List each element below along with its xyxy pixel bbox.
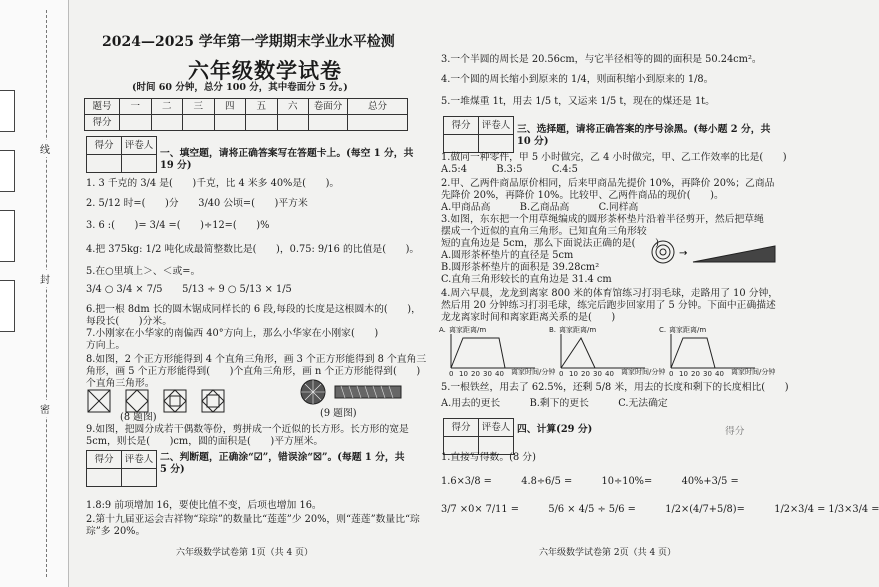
- choice-q3-option-a: A.圆形茶杯垫片的直径是 5cm: [441, 250, 574, 261]
- judge-q1: 1.8:9 前项增加 16，要使比值不变，后项也增加 16。: [86, 500, 322, 511]
- fill-q6-cont: 每段长( )分米。: [86, 316, 173, 327]
- calc-row-2: 3/7 ×0× 7/11 = 5/6 × 4/5 ÷ 5/6 = 1/2×(4/7+5/8)= 1/2×3/4 = 1/3×3/4 =: [441, 504, 879, 515]
- choice-q3-option-c: C.直角三角形较长的直角边是 31.4 cm: [441, 274, 612, 285]
- choice-q2-options: A.甲商品高 B.乙商品高 C.同样高: [441, 202, 639, 213]
- svg-text:40: 40: [605, 370, 614, 378]
- score-table: 题号 一 二 三 四 五 六 卷面分 总分 得分: [84, 98, 408, 131]
- fill-q5: 5.在○里填上＞、＜或=。: [86, 266, 201, 277]
- figure-9-circle: [295, 378, 405, 408]
- svg-text:离家时间/分钟: 离家时间/分钟: [731, 368, 776, 376]
- fill-q2: 2. 5/12 时=( )分 3/40 公顷=( )平方米: [86, 198, 308, 209]
- svg-text:0: 0: [559, 370, 564, 378]
- fill-q8-cont: 角形，画 5 个正方形能得到( )个直角三角形，画 n 个正方形能得到( ): [86, 366, 421, 377]
- choice-q3-option-b: B.圆形茶杯垫片的面积是 39.28cm²: [441, 262, 600, 273]
- choice-q2: 2.甲、乙两件商品原价相同，后来甲商品先提价 10%，再降价 20%；乙商品: [441, 178, 775, 189]
- svg-text:离家时间/分钟: 离家时间/分钟: [621, 368, 666, 376]
- svg-text:40: 40: [715, 370, 724, 378]
- binding-label-2: 封: [40, 270, 50, 287]
- choice-q1-options: A.5:4 B.3:5 C.4:5: [441, 164, 578, 175]
- section-4-title: 四、计算(29 分): [517, 424, 593, 435]
- svg-text:0: 0: [669, 370, 674, 378]
- graph-option-a: [439, 325, 555, 378]
- svg-text:离家距离/m: 离家距离/m: [559, 326, 597, 334]
- figure-9-caption: (9 题图): [320, 408, 357, 419]
- graph-option-c: [659, 325, 775, 378]
- svg-text:→: →: [679, 248, 688, 259]
- choice-q4-cont: 然后用 20 分钟练习打羽毛球，练完后跑步回家用了 5 分钟。下面中正确描述: [441, 300, 776, 311]
- faint-score-hint: 得分: [725, 426, 745, 437]
- grader-box-1: 得分 评卷人: [86, 136, 157, 173]
- fill-q5-items: 3/4 ○ 3/4 × 7/5 5/13 ÷ 9 ○ 5/13 × 1/5: [86, 284, 292, 295]
- fill-q1: 1. 3 千克的 3/4 是( )千克，比 4 米多 40%是( )。: [86, 178, 340, 189]
- svg-text:30: 30: [483, 370, 492, 378]
- choice-q4-cont2: 龙龙离家时间和离家距离关系的是( ): [441, 312, 616, 323]
- svg-text:离家时间/分钟: 离家时间/分钟: [511, 368, 556, 376]
- judge-q2: 2.第十九届亚运会吉祥物“琮琮”的数量比“莲莲”少 20%，则“莲莲”数量比“琮: [86, 514, 420, 525]
- distance-time-graphs: [439, 324, 776, 378]
- svg-text:离家距离/m: 离家距离/m: [669, 326, 707, 334]
- fill-q8-cont2: 个直角三角形。: [86, 378, 155, 389]
- svg-text:10: 10: [459, 370, 468, 378]
- svg-text:40: 40: [495, 370, 504, 378]
- exam-note: (时间 60 分钟，总分 100 分，其中卷面分 5 分。): [132, 82, 348, 93]
- svg-text:20: 20: [471, 370, 480, 378]
- section-2-title-cont: 5 分): [160, 464, 185, 475]
- svg-text:10: 10: [569, 370, 578, 378]
- right-page: [435, 0, 879, 587]
- choice-q1: 1.做同一种零件，甲 5 小时做完，乙 4 小时做完，甲、乙工作效率的比是( ): [441, 152, 787, 163]
- fill-q3: 3. 6 :( )= 3/4 =( )÷12=( )%: [86, 220, 270, 231]
- section-3-title: 三、选择题，请将正确答案的序号涂黑。(每小题 2 分，共: [517, 124, 771, 135]
- section-3-title-cont: 10 分): [517, 136, 549, 147]
- svg-text:A.: A.: [439, 326, 446, 334]
- svg-text:20: 20: [691, 370, 700, 378]
- svg-text:B.: B.: [549, 326, 557, 334]
- exam-subtitle: 六年级数学试卷: [188, 58, 342, 83]
- grader-box-4: 得分 评卷人: [443, 418, 514, 455]
- figure-8-caption: (8 题图): [120, 412, 157, 423]
- figure-8-squares: [86, 388, 236, 414]
- section-1-title: 一、填空题，请将正确答案写在答题卡上。(每空 1 分，共: [160, 148, 414, 159]
- binding-strip: [0, 0, 69, 587]
- exam-title: 2024—2025 学年第一学期期末学业水平检测: [102, 34, 395, 50]
- left-page: [80, 0, 427, 587]
- graph-option-b: [549, 325, 665, 378]
- calc-title: 1.直接写得数。(8 分): [441, 452, 536, 463]
- svg-text:30: 30: [703, 370, 712, 378]
- binding-label-1: 线: [40, 140, 50, 157]
- judge-q2-cont: 琮”多 20%。: [86, 526, 146, 537]
- binding-label-3: 密: [40, 400, 50, 417]
- calc-row-1: 1.6×3/8 = 4.8÷6/5 = 10÷10%= 40%+3/5 =: [441, 476, 739, 487]
- fill-q9: 9.如图，把圆分成若干偶数等份，剪拼成一个近似的长方形。长方形的宽是: [86, 424, 409, 435]
- choice-q5-options: A.用去的更长 B.剩下的更长 C.无法确定: [441, 398, 668, 409]
- choice-q4: 4.周六早晨，龙龙到离家 800 米的体育馆练习打羽毛球，走路用了 10 分钟，: [441, 288, 779, 299]
- judge-q5: 5.一堆煤重 1t，用去 1/5 t，又运来 1/5 t，现在的煤还是 1t。: [441, 96, 715, 107]
- choice-q2-cont: 先降价 20%，再降价 10%。比较甲、乙两件商品的现价( )。: [441, 190, 724, 201]
- svg-text:离家距离/m: 离家距离/m: [449, 326, 487, 334]
- grader-box-3: 得分 评卷人: [443, 116, 514, 153]
- svg-text:10: 10: [679, 370, 688, 378]
- choice-q3: 3.如图，东东把一个用草绳编成的圆形茶杯垫片沿着半径剪开，然后把草绳: [441, 214, 764, 225]
- left-footer: 六年级数学试卷第 1页（共 4 页）: [176, 548, 314, 558]
- choice-q5: 5.一根铁丝，用去了 62.5%，还剩 5/8 米，用去的长度和剩下的长度相比( ): [441, 382, 789, 393]
- section-2-title: 二、判断题，正确涂“☑”，错误涂“☒”。(每题 1 分，共: [160, 452, 405, 463]
- coaster-figure: [649, 238, 779, 268]
- grader-box-2: 得分 评卷人: [86, 450, 157, 487]
- choice-q3-cont2: 短的直角边是 5cm，那么下面说法正确的是( ): [441, 238, 659, 249]
- section-1-title-cont: 19 分): [160, 160, 192, 171]
- fill-q4: 4.把 375kg: 1/2 吨化成最简整数比是( )，0.75: 9/16 的比值是( )。: [86, 244, 420, 255]
- judge-q4: 4.一个圆的周长缩小到原来的 1/4，则面积缩小到原来的 1/8。: [441, 74, 714, 85]
- fill-q7-cont: 方向上。: [86, 340, 126, 351]
- binding-line: [46, 10, 47, 577]
- svg-text:30: 30: [593, 370, 602, 378]
- svg-text:20: 20: [581, 370, 590, 378]
- fill-q6: 6.把一根 8dm 长的圆木锯成同样长的 6 段,每段的长度是这根圆木的( )，: [86, 304, 421, 315]
- fill-q9-cont: 5cm，则长是( )cm，圆的面积是( )平方厘米。: [86, 436, 324, 447]
- svg-text:0: 0: [449, 370, 454, 378]
- fill-q7: 7.小刚家在小华家的南偏西 40°方向上，那么小华家在小刚家( ): [86, 328, 379, 339]
- right-footer: 六年级数学试卷第 2页（共 4 页）: [539, 548, 677, 558]
- fill-q8: 8.如图，2 个正方形能得到 4 个直角三角形，画 3 个正方形能得到 8 个直角三: [86, 354, 427, 365]
- judge-q3: 3.一个半圆的周长是 20.56cm，与它半径相等的圆的面积是 50.24cm²。: [441, 54, 762, 65]
- svg-text:C.: C.: [659, 326, 667, 334]
- choice-q3-cont: 摆成一个近似的直角三角形。已知直角三角形较: [441, 226, 647, 237]
